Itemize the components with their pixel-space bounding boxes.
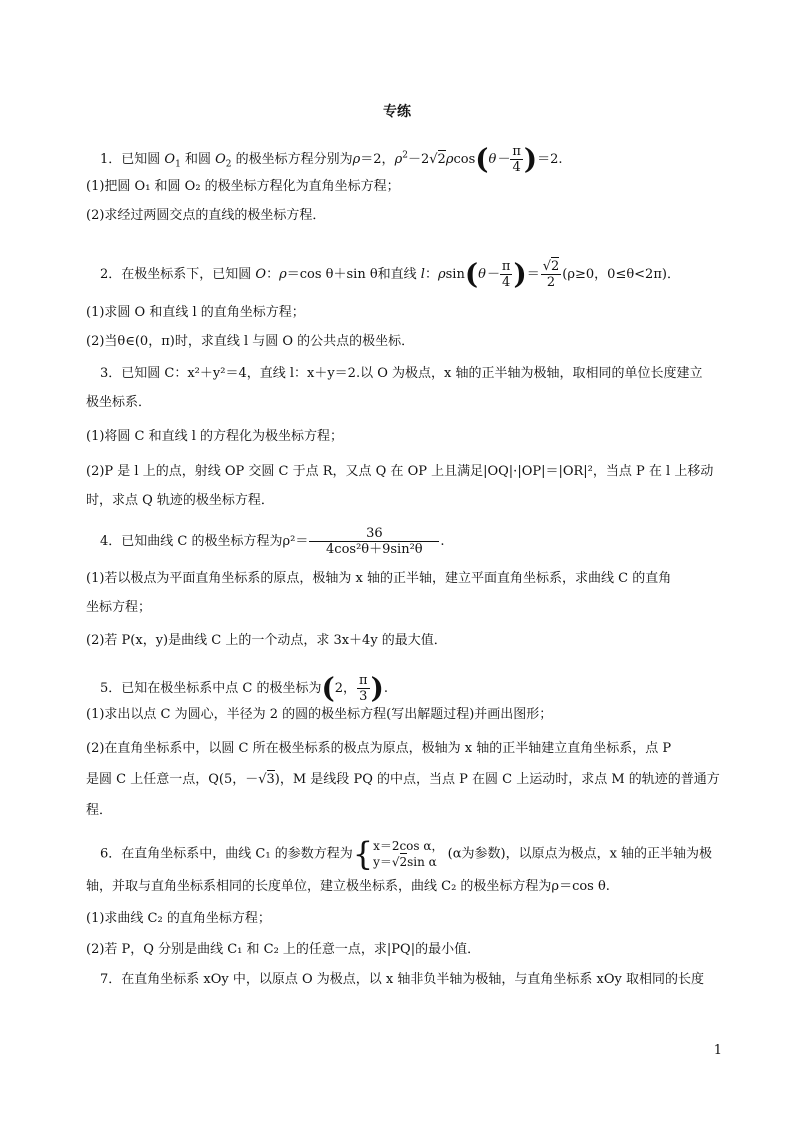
problem-3-part-2-cont: 时，求点 Q 轨迹的极坐标方程． bbox=[86, 493, 274, 508]
problem-3-statement-cont: 极坐标系． bbox=[86, 395, 152, 410]
problem-4-part-1-cont: 坐标方程； bbox=[86, 600, 152, 615]
problem-6-statement: 6．在直角坐标系中，曲线 C₁ 的参数方程为{ x＝2cos α， y＝√2sin α (α为参数)，以原点为极点，x 轴的正半轴为极 bbox=[100, 835, 713, 873]
problem-1-part-2: (2)求经过两圆交点的直线的极坐标方程． bbox=[86, 208, 326, 223]
problem-3-statement: 3．已知圆 C：x²＋y²＝4，直线 l：x＋y＝2.以 O 为极点，x 轴的正半轴为极轴，取相同的单位长度建立 bbox=[100, 366, 703, 381]
problem-1-statement: 1．已知圆 $O_1$ 和圆 $O_2$ 的极坐标方程分别为ρ＝2，$\rho^2-2√2\rho\cos(\theta-$ $\frac{\pi}{4}$ )＝2. bbox=[100, 142, 563, 176]
problem-5-part-1: (1)求出以点 C 为圆心，半径为 2 的圆的极坐标方程(写出解题过程)并画出图形； bbox=[86, 707, 553, 722]
problem-5-part-2: (2)在直角坐标系中，以圆 C 所在极坐标系的极点为原点，极轴为 x 轴的正半轴建立直角坐标系，点 P bbox=[86, 741, 672, 756]
page-number: 1 bbox=[713, 1043, 722, 1058]
problem-2-statement: 2．在极坐标系下，已知圆 O：ρ＝cos θ＋sin θ和直线 l：ρsin(θ－ $\frac{\pi}{4}$ )＝ $\frac{√2}{2}$ (ρ≥0，0≤θ<2π)． bbox=[100, 257, 680, 291]
page-title: 专练 bbox=[383, 104, 411, 120]
problem-6-part-2: (2)若 P，Q 分别是曲线 C₁ 和 C₂ 上的任意一点，求|PQ|的最小值． bbox=[86, 942, 481, 957]
problem-2-part-2: (2)当θ∈(0，π)时，求直线 l 与圆 O 的公共点的极坐标． bbox=[86, 334, 415, 349]
problem-4-part-1: (1)若以极点为平面直角坐标系的原点，极轴为 x 轴的正半轴，建立平面直角坐标系，求曲线 C 的直角 bbox=[86, 571, 672, 586]
problem-5-statement: 5．已知在极坐标系中点 C 的极坐标为(2， $\frac{\pi}{3}$ ). bbox=[100, 671, 388, 705]
problem-3-part-2: (2)P 是 l 上的点，射线 OP 交圆 C 于点 R，又点 Q 在 OP 上且满足|OQ|·|OP|＝|OR|²，当点 P 在 l 上移动 bbox=[86, 464, 714, 479]
problem-5-part-2-cont: 是圆 C 上任意一点，Q(5，－√3)，M 是线段 PQ 的中点，当点 P 在圆 C 上运动时，求点 M 的轨迹的普通方 bbox=[86, 772, 720, 787]
problem-2-part-1: (1)求圆 O 和直线 l 的直角坐标方程； bbox=[86, 305, 305, 320]
problem-5-part-2-end: 程． bbox=[86, 803, 113, 818]
problem-3-part-1: (1)将圆 C 和直线 l 的方程化为极坐标方程； bbox=[86, 429, 344, 444]
problem-4-statement: 4．已知曲线 C 的极坐标方程为ρ²＝ $\frac{36}{\text{4cos²θ＋9sin²θ}}$ . bbox=[100, 526, 445, 557]
problem-6-statement-cont: 轴，并取与直角坐标系相同的长度单位，建立极坐标系，曲线 C₂ 的极坐标方程为ρ＝cos θ. bbox=[86, 879, 610, 894]
problem-6-part-1: (1)求曲线 C₂ 的直角坐标方程； bbox=[86, 911, 271, 926]
problem-7-statement: 7．在直角坐标系 xOy 中，以原点 O 为极点，以 x 轴非负半轴为极轴，与直角坐标系 xOy 取相同的长度 bbox=[100, 972, 704, 987]
problem-4-part-2: (2)若 P(x，y)是曲线 C 上的一个动点，求 3x＋4y 的最大值． bbox=[86, 633, 447, 648]
problem-1-part-1: (1)把圆 O₁ 和圆 O₂ 的极坐标方程化为直角坐标方程； bbox=[86, 179, 400, 194]
